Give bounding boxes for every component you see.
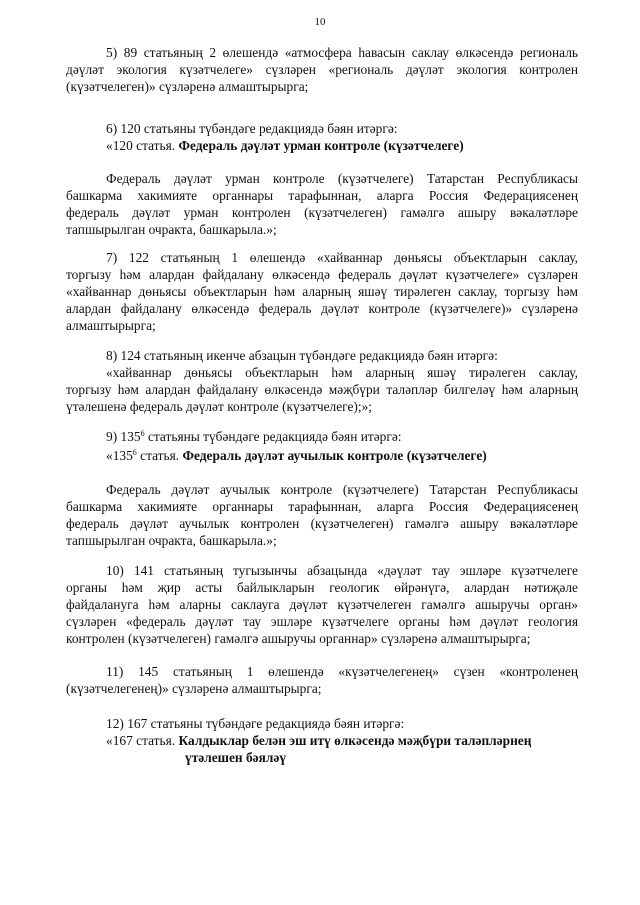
heading-mid: статья. <box>136 448 180 463</box>
text-line: 12) 167 статьяны түбәндәге редакциядә бәян итәргә: <box>106 716 405 731</box>
text-line: 11) 145 статьяның 1 өлешендә «күзәтчелегенең» сүзен «контроленең <box>106 664 578 679</box>
text-line: Федераль дәүләт урман контроле (күзәтчелеге) Татарстан Республикасы <box>106 171 578 186</box>
text-line: үтәлешенә федераль дәүләт контроле (күзәтчелеге);»; <box>66 399 372 414</box>
article-heading-167 <box>106 732 578 749</box>
heading-prefix: «135 <box>106 448 133 463</box>
heading-title: Федераль дәүләт аучылык контроле (күзәтчелеге) <box>182 448 487 463</box>
text-line: 7) 122 статьяның 1 өлешендә «хайваннар дөньясы объектларын саклау, <box>106 250 578 265</box>
text-line: торгызу һәм алардан файдалану өлкәсендә федераль дәүләт күзәтчелеге» сүзләрен <box>66 267 578 282</box>
article-heading-135-6 <box>106 447 578 464</box>
text-line: 6) 120 статьяны түбәндәге редакциядә бәян итәргә: <box>106 121 398 136</box>
paragraph-7 <box>66 249 578 334</box>
paragraph-11 <box>66 663 578 697</box>
text-line: «хайваннар дөньясы объектларын һәм аларның яшәү тирәлеген саклау, торгызу һәм <box>66 284 578 299</box>
heading-title: Федераль дәүләт урман контроле (күзәтчелеге) <box>178 138 464 153</box>
text-line: сүзләрен «федераль дәүләт тау эшләре күзәтчелеге органы һәм дәүләт геология <box>66 614 578 629</box>
text-line: 5) 89 статьяның 2 өлешендә «атмосфера һавасын саклау өлкәсендә региональ <box>106 45 578 60</box>
text-line: 10) 141 статьяның тугызынчы абзацында «дәүләт тау эшләре күзәтчелеге <box>106 563 578 578</box>
text-line <box>66 428 578 445</box>
text-line: башкарма хакимияте органнары тарафыннан, аларга Россия Федерациясенең <box>66 188 578 203</box>
heading-superscript: 6 <box>132 448 137 457</box>
intro-superscript: 6 <box>140 429 145 438</box>
text-line: тапшырылган очракта, башкарыла.»; <box>66 222 277 237</box>
paragraph-5 <box>66 44 578 95</box>
text-line: торгызу һәм алардан файдалану өлкәсендә мәҗбүри таләпләр билгеләү һәм аларның <box>66 382 578 397</box>
intro-post: статьяны түбәндәге редакциядә бәян итәргә: <box>144 429 402 444</box>
page-number: 10 <box>314 16 326 28</box>
text-line: (күзәтчелегенең)» сүзләренә алмаштырырга; <box>66 681 322 696</box>
text-line: алмаштырырга; <box>66 318 156 333</box>
text-line: файдалануга һәм аларны саклауга дәүләт күзәтчелеген гамәлгә ашыручы орган» <box>66 597 578 612</box>
paragraph-6-intro <box>66 120 578 137</box>
text-line: 8) 124 статьяның икенче абзацын түбәндәге редакциядә бәян итәргә: <box>106 348 498 363</box>
intro-pre: 9) 135 <box>106 429 141 444</box>
text-line: тапшырылган очракта, башкарыла.»; <box>66 533 277 548</box>
text-line: федераль дәүләт урман контролен (күзәтчелеген) гамәлгә ашыру вәкаләтләре <box>66 205 578 220</box>
paragraph-135-6-body <box>66 481 578 549</box>
paragraph-120-body <box>66 170 578 238</box>
article-heading-120 <box>106 137 578 154</box>
paragraph-9-intro <box>66 428 578 445</box>
text-line: органы һәм җир асты байлыкларын геологик өйрәнүгә, алардан нәтиҗәле <box>66 580 578 595</box>
text-line: башкарма хакимияте органнары тарафыннан, аларга Россия Федерациясенең <box>66 499 578 514</box>
article-heading-167-continued: үтәлешен бәяләү <box>185 750 287 765</box>
heading-prefix: «120 статья. <box>106 138 176 153</box>
text-line: «хайваннар дөньясы объектларын һәм аларның яшәү тирәлеген саклау, <box>106 365 578 380</box>
paragraph-12-intro <box>66 715 578 732</box>
paragraph-8 <box>66 347 578 415</box>
text-line: алардан файдалану өлкәсендә федераль дәүләт контроле (күзәтчелеге)» сүзләренә <box>66 301 578 316</box>
text-line: контролен (күзәтчелеген) гамәлгә ашыручы органнар» сүзләренә алмаштырырга; <box>66 631 531 646</box>
heading-prefix: «167 статья. <box>106 733 176 748</box>
text-line: Федераль дәүләт аучылык контроле (күзәтчелеге) Татарстан Республикасы <box>106 482 578 497</box>
text-line: (күзәтчелеген)» сүзләренә алмаштырырга; <box>66 79 309 94</box>
paragraph-10 <box>66 562 578 647</box>
text-line: федераль дәүләт аучылык контролен (күзәтчелеген) гамәлгә ашыру вәкаләтләре <box>66 516 578 531</box>
heading-title: Калдыклар белән эш итү өлкәсендә мәҗбүри таләпләрнең <box>178 733 532 748</box>
text-line: дәүләт экология күзәтчелеге» сүзләрен «региональ дәүләт экология контролен <box>66 62 578 77</box>
